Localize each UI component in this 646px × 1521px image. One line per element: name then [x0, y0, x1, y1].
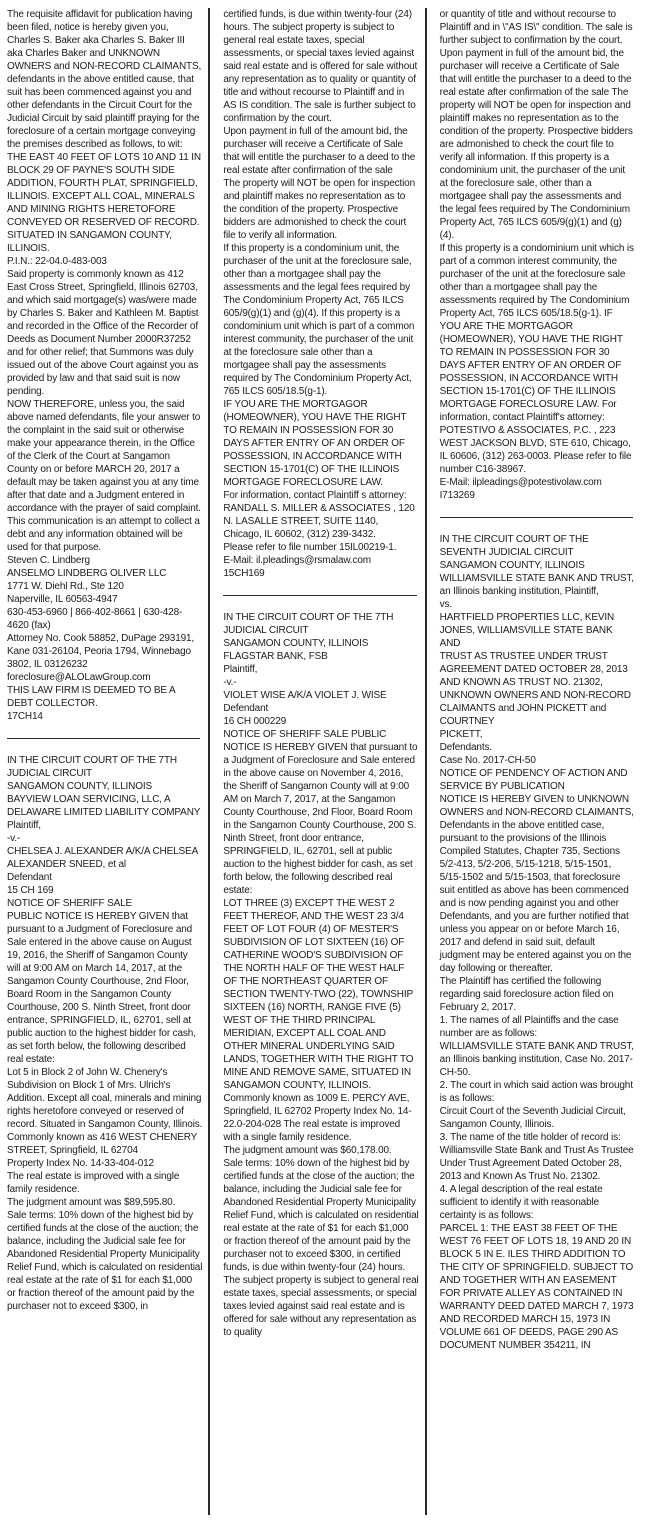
notice-paragraph: -v.- — [7, 833, 21, 844]
notice-paragraph: Circuit Court of the Seventh Judicial Circuit, Sangamon County, Illinois. — [439, 1106, 626, 1130]
notice-paragraph: Sale terms: 10% down of the highest bid by certified funds at the close of the auction; the balance, including the Judicial sale fee for Abandoned Residential Property Municipality Relief Fund, which is calculated on residential real estate at the rate of $1 for each $1,000 or fraction thereof of the amount paid by the purchaser not to exceed $300, in certified funds, is due within twenty-four (24) hours. The subject property is subject to general real estate taxes, special assessments, or special taxes levied against said real estate and is offered for sale without any representation as to quality — [223, 1158, 419, 1338]
notice-paragraph: THE EAST 40 FEET OF LOTS 10 AND 11 IN BLOCK 29 OF PAYNE'S SOUTH SIDE ADDITION, FOURTH PLAT, SPRINGFIELD, ILLINOIS. EXCEPT ALL COAL, MINERALS AND MINING RIGHTS HERETOFORE CONVEYED OR RESERVED OF RECORD. SITUATED IN SANGAMON COUNTY, ILLINOIS. — [7, 152, 201, 254]
notice-paragraph: NOTICE OF SHERIFF SALE PUBLIC NOTICE IS HEREBY GIVEN that pursuant to a Judgment of Foreclosure and Sale entered in the above cause on November 4, 2016, the Sheriff of Sangamon County will at 9:00 AM on March 7, 2017, at the Sangamon County Courthouse, 2nd Floor, Board Room in the Sangamon County Courthouse, 200 S. Ninth Street, front door entrance, SPRINGFIELD, IL, 62701, sell at public auction to the highest bidder for cash, as set forth below, the following described real estate: — [223, 729, 418, 896]
notice-paragraph: Williamsville State Bank and Trust As Trustee Under Trust Agreement Dated October 28, 2013 and Known As Trust No. 21302. — [439, 1145, 634, 1182]
notice-divider — [223, 595, 416, 596]
notice-paragraph: ANSELMO LINDBERG OLIVER LLC — [7, 568, 167, 579]
notice-sheriff-sale-violet-wise-16ch000229 — [223, 611, 418, 1339]
notice-paragraph: Plaintiff, — [223, 664, 258, 675]
notice-paragraph: THIS LAW FIRM IS DEEMED TO BE A DEBT COLLECTOR. — [7, 685, 175, 709]
notice-paragraph: NOW THEREFORE, unless you, the said above named defendants, file your answer to the complaint in the said suit or otherwise make your appearance therein, in the Office of the Clerk of the Court at Sangamon County on or before MARCH 20, 2017 a default may be taken against you at any time after that date and a Judgment entered in accordance with the prayer of said complaint. This communication is an attempt to collect a debt and any information obtained will be used for that purpose. — [7, 399, 201, 553]
notice-paragraph: IN THE CIRCUIT COURT OF THE SEVENTH JUDICIAL CIRCUIT — [439, 534, 589, 558]
notice-paragraph: 4. A legal description of the real estate sufficient to identify it with reasonable certainty is as follows: — [439, 1184, 603, 1221]
notice-paragraph: Defendant — [7, 872, 52, 883]
notice-publication-charles-baker-17ch14 — [7, 8, 202, 723]
notice-paragraph: Upon payment in full of the amount bid, the purchaser will receive a Certificate of Sale that will entitle the purchaser to a deed to the real estate after confirmation of the sale — [223, 126, 416, 176]
notice-paragraph: Case No. 2017-CH-50 — [439, 755, 536, 766]
notice-paragraph: SANGAMON COUNTY, ILLINOIS — [7, 781, 152, 792]
notice-paragraph: or quantity of title and without recourse to Plaintiff and in \"AS IS\" condition. The sale is further subject to confirmation by the court. Upon payment in full of the amount bid, the purchaser will receive a Certificate of Sale that will entitle the purchaser to a deed to the real estate after confirmation of the sale The property will NOT be open for inspection and plaintiff makes no representation as to the condition of the property. Prospective bidders are admonished to check the court file to verify all information. If this property is a condominium unit, the purchaser of the unit at the foreclosure sale, other than a mortgagee shall pay the assessments and the legal fees required by The Condominium Property Act, 765 ILCS 605/9(g)(1) and (g)(4). — [439, 9, 633, 241]
notice-paragraph: Lot 5 in Block 2 of John W. Chenery's Subdivision on Block 1 of Mrs. Ulrich's Addition. Except all coal, minerals and mining rights heretofore conveyed or reserved of record. Situated in Sangamon County, Illinois. — [7, 1067, 203, 1130]
notice-paragraph: Commonly known as 416 WEST CHENERY STREET, Springfield, IL 62704 — [7, 1132, 197, 1156]
notice-paragraph: The real estate is improved with a single family residence. — [7, 1171, 180, 1195]
notice-paragraph: Plaintiff, — [7, 820, 41, 831]
notice-pendency-williamsville-2017-ch-50 — [440, 533, 635, 1352]
notice-paragraph: 3. The name of the title holder of record is: — [439, 1132, 621, 1143]
notice-paragraph: foreclosure@ALOLawGroup.com — [7, 672, 151, 683]
notice-paragraph: BAYVIEW LOAN SERVICING, LLC, A DELAWARE LIMITED LIABILITY COMPANY — [7, 794, 201, 818]
notice-paragraph: 630-453-6960 | 866-402-8661 | 630-428-4620 (fax) — [7, 607, 183, 631]
notice-paragraph: PARCEL 1: THE EAST 38 FEET OF THE WEST 76 FEET OF LOTS 18, 19 AND 20 IN BLOCK 5 IN E. ILES THIRD ADDITION TO THE CITY OF SPRINGFIELD. SUBJECT TO AND TOGETHER WITH AN EASEMENT FOR PRIVATE ALLEY AS CONTAINED IN WARRANTY DEED DATED MARCH 7, 1973 AND RECORDED MARCH 15, 1973 IN VOLUME 661 OF DEEDS, PAGE 290 AS DOCUMENT NUMBER 354211, IN — [439, 1223, 634, 1351]
notice-paragraph: IF YOU ARE THE MORTGAGOR (HOMEOWNER), YOU HAVE THE RIGHT TO REMAIN IN POSSESSION FOR 30 DAYS AFTER ENTRY OF AN ORDER OF POSSESSION, IN ACCORDANCE WITH SECTION 15-1701(C) OF THE ILLINOIS MORTGAGE FORECLOSURE LAW. — [223, 399, 407, 488]
notice-paragraph: NOTICE OF SHERIFF SALE — [7, 898, 133, 909]
notice-paragraph: IN THE CIRCUIT COURT OF THE 7TH JUDICIAL CIRCUIT — [7, 755, 177, 779]
notice-paragraph: LOT THREE (3) EXCEPT THE WEST 2 FEET THEREOF, AND THE WEST 23 3/4 FEET OF LOT FOUR (4) OF MESTER'S SUBDIVISION OF LOT SIXTEEN (16) OF CATHERINE WOOD'S SUBDIVISION OF THE NORTH HALF OF THE WEST HALF OF THE NORTHEAST QUARTER OF SECTION TWENTY-TWO (22), TOWNSHIP SIXTEEN (16) NORTH, RANGE FIVE (5) WEST OF THE THIRD PRINCIPAL MERIDIAN, EXCEPT ALL COAL AND OTHER MINERAL UNDERLYING SAID LANDS, TOGETHER WITH THE RIGHT TO MINE AND REMOVE SAME, SITUATED IN SANGAMON COUNTY, ILLINOIS. — [223, 898, 414, 1091]
notice-divider — [440, 517, 633, 518]
notice-paragraph: WILLIAMSVILLE STATE BANK AND TRUST, an Illinois banking institution, Case No. 2017-CH-50. — [439, 1041, 634, 1078]
notice-paragraph: Said property is commonly known as 412 East Cross Street, Springfield, Illinois 62703, and which said mortgage(s) was/were made by Charles S. Baker and Kathleen M. Baptist and recorded in the Office of the Recorder of Deeds as Document Number 2000R37252 and for other relief; that Summons was duly issued out of the above Court against you as provided by law and that said suit is now pending. — [7, 269, 199, 397]
notice-paragraph: Attorney No. Cook 58852, DuPage 293191, Kane 031-26104, Peoria 1794, Winnebago 3802, IL 03126232 — [7, 633, 195, 670]
notice-paragraph: SANGAMON COUNTY, ILLINOIS — [439, 560, 585, 571]
notice-paragraph: I713269 — [439, 490, 475, 501]
notice-paragraph: FLAGSTAR BANK, FSB — [223, 651, 328, 662]
notice-paragraph: NOTICE IS HEREBY GIVEN to UNKNOWN OWNERS and NON-RECORD CLAIMANTS, Defendants in the above entitled case, pursuant to the provisions of the Illinois Compiled Statutes, Chapter 735, Sections 5/2-413, 5/2-206, 5/15-1218, 5/15-1501, 5/15-1502 and 5/15-1503, that foreclosure suit entitled as above has been commenced and is now pending against you and other Defendants, and you are further notified that unless you appear on or before March 16, 2017 and defend in said suit, default judgment may be entered against you on the day following or thereafter. — [439, 794, 634, 974]
newspaper-column-3 — [425, 8, 641, 1515]
notice-paragraph: 1771 W. Diehl Rd., Ste 120 — [7, 581, 124, 592]
notice-paragraph: Property Index No. 14-33-404-012 — [7, 1158, 154, 1169]
notice-paragraph: PUBLIC NOTICE IS HEREBY GIVEN that pursuant to a Judgment of Foreclosure and Sale entered in the above cause on August 19, 2016, the Sheriff of Sangamon County will at 9:00 AM on March 14, 2017, at the Sangamon County Courthouse, 2nd Floor, Board Room in the Sangamon County Courthouse, 200 S. Ninth Street, front door entrance, SPRINGFIELD, IL, 62701, sell at public auction to the highest bidder for cash, as set forth below, the following described real estate: — [7, 911, 196, 1065]
notice-paragraph: Defendant — [223, 703, 269, 714]
notice-paragraph: Defendants. — [439, 742, 492, 753]
notice-paragraph: WILLIAMSVILLE STATE BANK AND TRUST, an Illinois banking institution, Plaintiff, — [439, 573, 634, 597]
notice-paragraph: E-Mail: il.pleadings@rsmalaw.com — [223, 555, 371, 566]
notice-paragraph: VIOLET WISE A/K/A VIOLET J. WISE — [223, 690, 387, 701]
notice-paragraph: Commonly known as 1009 E. PERCY AVE, Springfield, IL 62702 Property Index No. 14-22.0-204-028 The real estate is improved with a single family residence. — [223, 1093, 412, 1143]
notice-paragraph: IN THE CIRCUIT COURT OF THE 7TH JUDICIAL CIRCUIT — [223, 612, 394, 636]
notice-sheriff-sale-chelsea-alexander-15ch169-continued — [223, 8, 418, 580]
notice-sheriff-sale-chelsea-alexander-15ch169 — [7, 754, 202, 1313]
notice-paragraph: 15CH169 — [223, 568, 265, 579]
notice-paragraph: Please refer to file number 15IL00219-1. — [223, 542, 397, 553]
notice-paragraph: The judgment amount was $89,595.80. — [7, 1197, 176, 1208]
notice-paragraph: For information, contact Plaintiff s attorney: RANDALL S. MILLER & ASSOCIATES , 120 N. LASALLE STREET, SUITE 1140, Chicago, IL 60602, (312) 239-3432. — [223, 490, 415, 540]
notice-paragraph: PICKETT, — [439, 729, 483, 740]
notice-paragraph: HARTFIELD PROPERTIES LLC, KEVIN JONES, WILLIAMSVILLE STATE BANK AND — [439, 612, 615, 649]
notice-sheriff-sale-violet-wise-16ch000229-continued — [440, 8, 635, 502]
notice-paragraph: E-Mail: ilpleadings@potestivolaw.com — [439, 477, 602, 488]
newspaper-column-2 — [208, 8, 424, 1515]
notice-divider — [7, 738, 200, 739]
notice-paragraph: If this property is a condominium unit which is part of a common interest community, the purchaser of the unit at the foreclosure sale other than a mortgagee shall pay the assessments required by The Condominium Property Act, 765 ILCS 605/18.5(g-1). IF YOU ARE THE MORTGAGOR (HOMEOWNER), YOU HAVE THE RIGHT TO REMAIN IN POSSESSION FOR 30 DAYS AFTER ENTRY OF AN ORDER OF POSSESSION, IN ACCORDANCE WITH SECTION 15-1701(C) OF THE ILLINOIS MORTGAGE FORECLOSURE LAW. For information, contact Plaintiff's attorney: POTESTIVO & ASSOCIATES, P.C. , 223 WEST JACKSON BLVD, STE 610, Chicago, IL 60606, (312) 263-0003. Please refer to file number C16-38967. — [439, 243, 634, 475]
notice-paragraph: vs. — [439, 599, 452, 610]
notice-paragraph: SANGAMON COUNTY, ILLINOIS — [223, 638, 369, 649]
notice-paragraph: 15 CH 169 — [7, 885, 54, 896]
notice-paragraph: CHELSEA J. ALEXANDER A/K/A CHELSEA ALEXANDER SNEED, et al — [7, 846, 198, 870]
notice-paragraph: Naperville, IL 60563-4947 — [7, 594, 118, 605]
notice-paragraph: Steven C. Lindberg — [7, 555, 90, 566]
notice-paragraph: The property will NOT be open for inspection and plaintiff makes no representation as to the condition of the property. Prospective bidders are admonished to check the court file to verify all information. — [223, 178, 415, 241]
notice-paragraph: 2. The court in which said action was brought is as follows: — [439, 1080, 633, 1104]
notice-paragraph: -v.- — [223, 677, 237, 688]
notice-paragraph: The Plaintiff has certified the following regarding said foreclosure action filed on February 2, 2017. — [439, 976, 614, 1013]
notice-paragraph: NOTICE OF PENDENCY OF ACTION AND SERVICE BY PUBLICATION — [439, 768, 628, 792]
notice-paragraph: The requisite affidavit for publication having been filed, notice is hereby given you, Charles S. Baker aka Charles S. Baker III aka Charles Baker and UNKNOWN OWNERS and NON-RECORD CLAIMANTS, defendants in the above entitled cause, that suit has been commenced against you and other defendants in the Circuit Court for the Judicial Circuit by said plaintiff praying for the foreclosure of a certain mortgage conveying the premises described as follows, to wit: — [7, 9, 202, 150]
notice-paragraph: certified funds, is due within twenty-four (24) hours. The subject property is subject to general real estate taxes, special assessments, or special taxes levied against said real estate and is offered for sale without any representation as to quality or quantity of title and without recourse to Plaintiff and in AS IS condition. The sale is further subject to confirmation by the court. — [223, 9, 418, 124]
notice-paragraph: 1. The names of all Plaintiffs and the case number are as follows: — [439, 1015, 619, 1039]
notice-paragraph: If this property is a condominium unit, the purchaser of the unit at the foreclosure sale, other than a mortgagee shall pay the assessments and the legal fees required by The Condominium Property Act, 765 ILCS 605/9(g)(1) and (g)(4). If this property is a condominium unit which is part of a common interest community, the purchaser of the unit at the foreclosure sale other than a mortgagee shall pay the assessments required by The Condominium Property Act, 765 ILCS 605/18.5(g-1). — [223, 243, 415, 397]
notice-paragraph: TRUST AS TRUSTEE UNDER TRUST AGREEMENT DATED OCTOBER 28, 2013 AND KNOWN AS TRUST NO. 21302, UNKNOWN OWNERS AND NON-RECORD CLAIMANTS and JOHN PICKETT and COURTNEY — [439, 651, 631, 727]
notice-paragraph: P.I.N.: 22-04.0-483-003 — [7, 256, 107, 267]
notice-paragraph: 16 CH 000229 — [223, 716, 287, 727]
notice-paragraph: 17CH14 — [7, 711, 43, 722]
newspaper-column-1 — [7, 8, 208, 1515]
notice-paragraph: Sale terms: 10% down of the highest bid by certified funds at the close of the auction; the balance, including the Judicial sale fee for Abandoned Residential Property Municipality Relief Fund, which is calculated on residential real estate at the rate of $1 for each $1,000 or fraction thereof of the amount paid by the purchaser not to exceed $300, in — [7, 1210, 203, 1312]
notice-paragraph: The judgment amount was $60,178.00. — [223, 1145, 392, 1156]
